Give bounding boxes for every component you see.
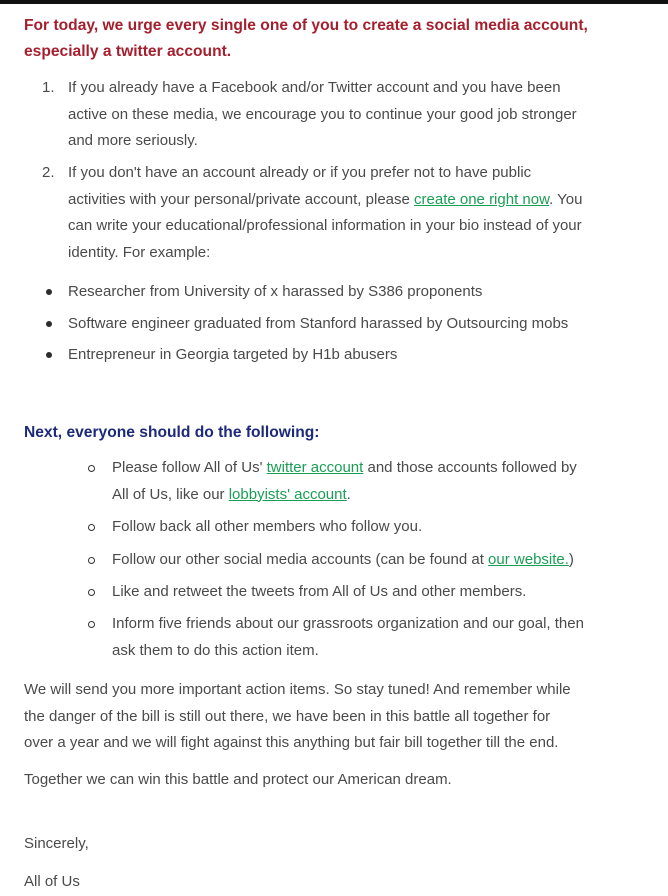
- action-text: [112, 611, 652, 664]
- circle-bullet-icon: [88, 524, 95, 531]
- call-to-action-heading: [24, 13, 644, 65]
- paragraph-line: over a year and we will fight against this anything but fair bill together till the end.: [24, 734, 559, 751]
- action-text: [112, 579, 652, 606]
- next-steps-heading: Next, everyone should do the following:: [24, 424, 320, 441]
- step-line: If you don't have an account already or if you prefer not to have public: [68, 164, 532, 181]
- top-border: [0, 0, 668, 4]
- step-line: If you already have a Facebook and/or Twitter account and you have been: [68, 79, 561, 96]
- step-line: [68, 187, 648, 214]
- circle-bullet-icon: [88, 589, 95, 596]
- together-paragraph: [24, 767, 644, 794]
- action-text-part: Follow our other social media accounts (can be found at: [112, 551, 489, 568]
- heading-line-1: For today, we urge every single one of you to create a social media account,: [24, 17, 588, 34]
- action-line: Inform five friends about our grassroots organization and our goal, then: [112, 615, 584, 632]
- step-line: active on these media, we encourage you to continue your good job stronger: [68, 105, 577, 123]
- action-line: [112, 482, 652, 509]
- action-line: ask them to do this action item.: [112, 641, 319, 659]
- example-text: Software engineer graduated from Stanford harassed by Outsourcing mobs: [68, 315, 569, 332]
- action-line: Like and retweet the tweets from All of Us and other members.: [112, 583, 527, 600]
- salutation-text: Sincerely,: [24, 835, 89, 852]
- paragraph-line: the danger of the bill is still out there, we have been in this battle all together for: [24, 707, 551, 725]
- step-line: can write your educational/professional information in your bio instead of your: [68, 217, 582, 234]
- circle-bullet-icon: [88, 621, 95, 628]
- step-text: . You: [549, 190, 583, 208]
- action-text: [112, 547, 652, 574]
- step-body: [68, 75, 648, 155]
- action-line: [112, 455, 652, 482]
- action-line: [112, 547, 652, 574]
- paragraph-line: Together we can win this battle and protect our American dream.: [24, 771, 452, 788]
- twitter-account-link[interactable]: twitter account: [266, 459, 364, 476]
- step-line: identity. For example:: [68, 243, 211, 261]
- action-text-part: and those accounts followed by: [363, 459, 577, 476]
- example-text: Entrepreneur in Georgia targeted by H1b abusers: [68, 346, 398, 363]
- step-body: [68, 160, 648, 266]
- salutation: [24, 831, 644, 858]
- create-account-link[interactable]: create one right now: [414, 190, 550, 208]
- step-line: and more seriously.: [68, 132, 198, 149]
- action-text-part: .: [346, 485, 351, 503]
- bullet-icon: [46, 289, 52, 295]
- heading-line-2: especially a twitter account.: [24, 43, 232, 60]
- example-text: Researcher from University of x harassed by S386 proponents: [68, 283, 483, 300]
- action-text: [112, 455, 652, 508]
- bullet-icon: [46, 352, 52, 358]
- action-text: [112, 514, 652, 541]
- paragraph-line: We will send you more important action items. So stay tuned! And remember while: [24, 681, 571, 698]
- action-text-part: All of Us, like our: [112, 485, 229, 503]
- website-link[interactable]: our website.: [488, 551, 569, 568]
- bullet-icon: [46, 321, 52, 327]
- circle-bullet-icon: [88, 465, 95, 472]
- step-number: 2.: [42, 164, 55, 181]
- circle-bullet-icon: [88, 557, 95, 564]
- action-line: Follow back all other members who follow you.: [112, 518, 423, 535]
- signature-text: All of Us: [24, 873, 80, 890]
- step-number: 1.: [42, 79, 55, 96]
- closing-paragraph: [24, 677, 644, 757]
- signature: [24, 869, 644, 896]
- step-text: activities with your personal/private account, please: [68, 190, 415, 208]
- action-text-part: Please follow All of Us': [112, 459, 267, 476]
- action-text-part: ): [568, 551, 574, 568]
- lobbyists-account-link[interactable]: lobbyists' account: [228, 485, 347, 503]
